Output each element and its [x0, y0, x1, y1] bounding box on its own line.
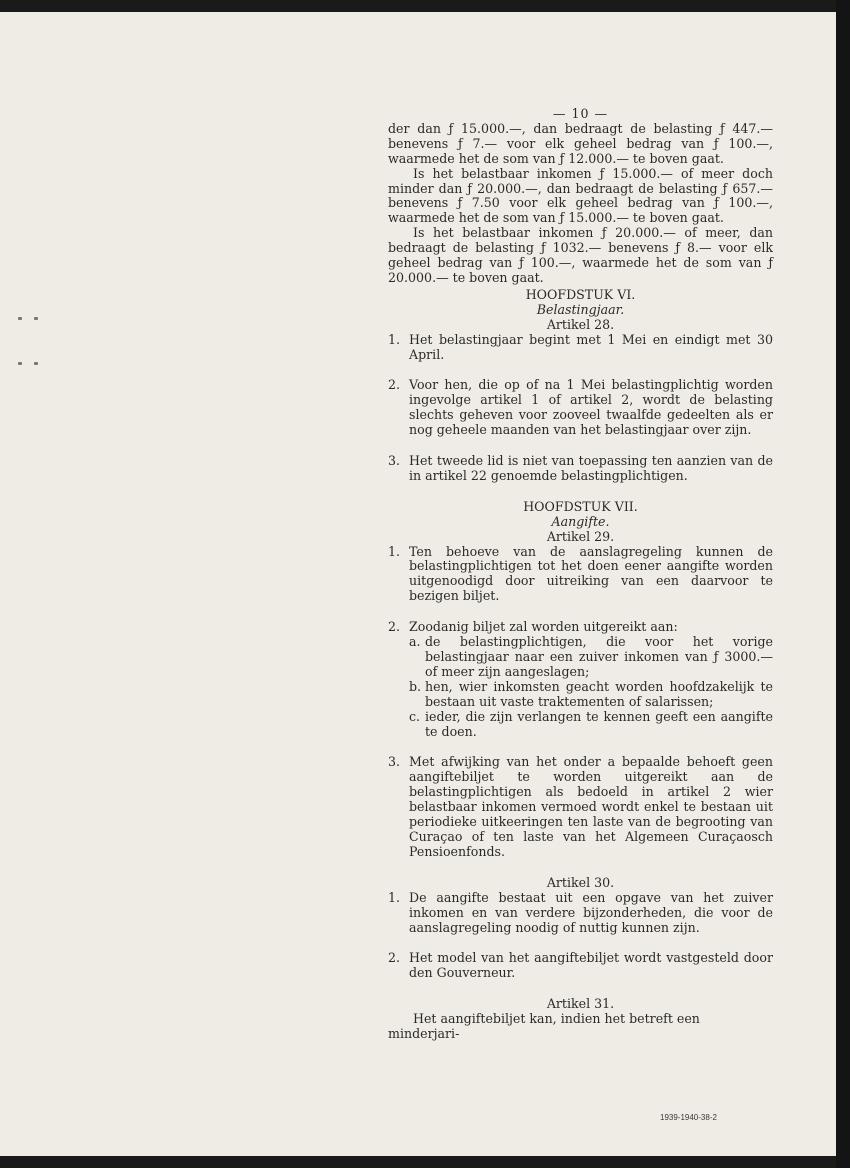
sub-item — [409, 635, 773, 680]
article-heading: Artikel 28. — [546, 316, 615, 332]
article-item — [388, 333, 773, 363]
article-heading: Artikel 29. — [546, 528, 615, 544]
article-item — [388, 545, 773, 605]
item-number: 3. — [388, 754, 401, 770]
item-text: Het tweede lid is niet van toepassing ten aanzien van de in artikel 22 genoemde belastingplichtigen. — [409, 453, 773, 483]
item-text: Met afwijking van het onder a bepaalde behoeft geen aangiftebiljet te worden uitgereikt aan de belastingplichtigen als bedoeld in artikel 2 wier belastbaar inkomen vermoed wordt enkel te bestaan uit periodieke uitkeeringen ten laste van de begrooting van Curaçao of ten laste van het Algemeen Curaçaosch Pensioenfonds. — [409, 754, 773, 859]
punch-hole-mark — [18, 362, 22, 365]
item-number: 2. — [388, 377, 401, 393]
document-code: 1939-1940-38-2 — [660, 1113, 717, 1122]
scan-edge — [836, 0, 850, 1168]
punch-hole-mark — [34, 362, 38, 365]
sub-item-text: hen, wier inkomsten geacht worden hoofdzakelijk te bestaan uit vaste traktementen of salarissen; — [425, 678, 773, 709]
page-number: — 10 — — [552, 106, 609, 121]
paragraph: Het aangiftebiljet kan, indien het betreft een minderjari- — [388, 1011, 700, 1042]
text-column — [388, 107, 773, 1042]
paragraph: Is het belastbaar inkomen ƒ 20.000.— of meer, dan bedraagt de belasting ƒ 1032.— benevens ƒ 8.— voor elk geheel bedrag van ƒ 100.—, waarmede het de som van ƒ 20.000.— te boven gaat. — [388, 225, 773, 285]
article-item — [388, 951, 773, 981]
article-item — [388, 755, 773, 859]
paragraph: der dan ƒ 15.000.—, dan bedraagt de belasting ƒ 447.— benevens ƒ 7.— voor elk geheel bedrag van ƒ 100.—, waarmede het de som van ƒ 12.000.— te boven gaat. — [388, 120, 773, 166]
article-item — [388, 891, 773, 936]
sub-item-letter: a. — [409, 634, 421, 650]
article-heading: Artikel 30. — [546, 874, 615, 890]
sub-item — [409, 680, 773, 710]
item-body — [409, 620, 773, 739]
sub-item — [409, 710, 773, 740]
item-number: 1. — [388, 889, 401, 905]
chapter-subtitle: Aangifte. — [551, 513, 610, 529]
item-number: 2. — [388, 950, 401, 966]
article-heading: Artikel 31. — [546, 996, 615, 1012]
item-number: 3. — [388, 453, 401, 469]
punch-hole-mark — [34, 317, 38, 320]
item-text: Het model van het aangiftebiljet wordt vastgesteld door den Gouverneur. — [409, 950, 773, 981]
article-item — [388, 454, 773, 484]
document-page — [0, 12, 836, 1156]
item-text: Ten behoeve van de aanslagregeling kunnen de belastingplichtigen tot het doen eener aangifte worden uitgenoodigd door uitreiking van een daarvoor te bezigen biljet. — [409, 543, 773, 604]
punch-hole-mark — [18, 317, 22, 320]
sub-item-text: ieder, die zijn verlangen te kennen geeft een aangifte te doen. — [425, 708, 773, 739]
chapter-heading: HOOFDSTUK VII. — [523, 498, 638, 514]
article-item — [388, 620, 773, 739]
sub-item-text: de belastingplichtigen, die voor het vorige belastingjaar naar een zuiver inkomen van ƒ 3000.— of meer zijn aangeslagen; — [425, 634, 773, 679]
paragraph: Is het belastbaar inkomen ƒ 15.000.— of meer doch minder dan ƒ 20.000.—, dan bedraagt de belasting ƒ 657.— benevens ƒ 7.50 voor elk geheel bedrag van ƒ 100.—, waarmede het de som van ƒ 15.000.— te boven gaat. — [388, 165, 773, 226]
item-intro: Zoodanig biljet zal worden uitgereikt aan: — [409, 619, 678, 635]
article-item — [388, 378, 773, 438]
chapter-subtitle: Belastingjaar. — [536, 301, 625, 317]
item-text: De aangifte bestaat uit een opgave van het zuiver inkomen en van verdere bijzonderheden, die voor de aanslagregeling noodig of nuttig kunnen zijn. — [409, 889, 773, 935]
sub-item-letter: b. — [409, 678, 422, 694]
item-text: Voor hen, die op of na 1 Mei belastingplichtig worden ingevolge artikel 1 of artikel 2, wordt de belasting slechts geheven voor zooveel twaalfde gedeelten als er nog geheele maanden van het belastingjaar over zijn. — [409, 377, 773, 438]
item-number: 2. — [388, 619, 401, 635]
chapter-heading: HOOFDSTUK VI. — [525, 286, 636, 302]
item-number: 1. — [388, 331, 401, 347]
item-number: 1. — [388, 543, 401, 559]
item-text: Het belastingjaar begint met 1 Mei en eindigt met 30 April. — [409, 331, 773, 362]
sub-item-letter: c. — [409, 708, 421, 724]
